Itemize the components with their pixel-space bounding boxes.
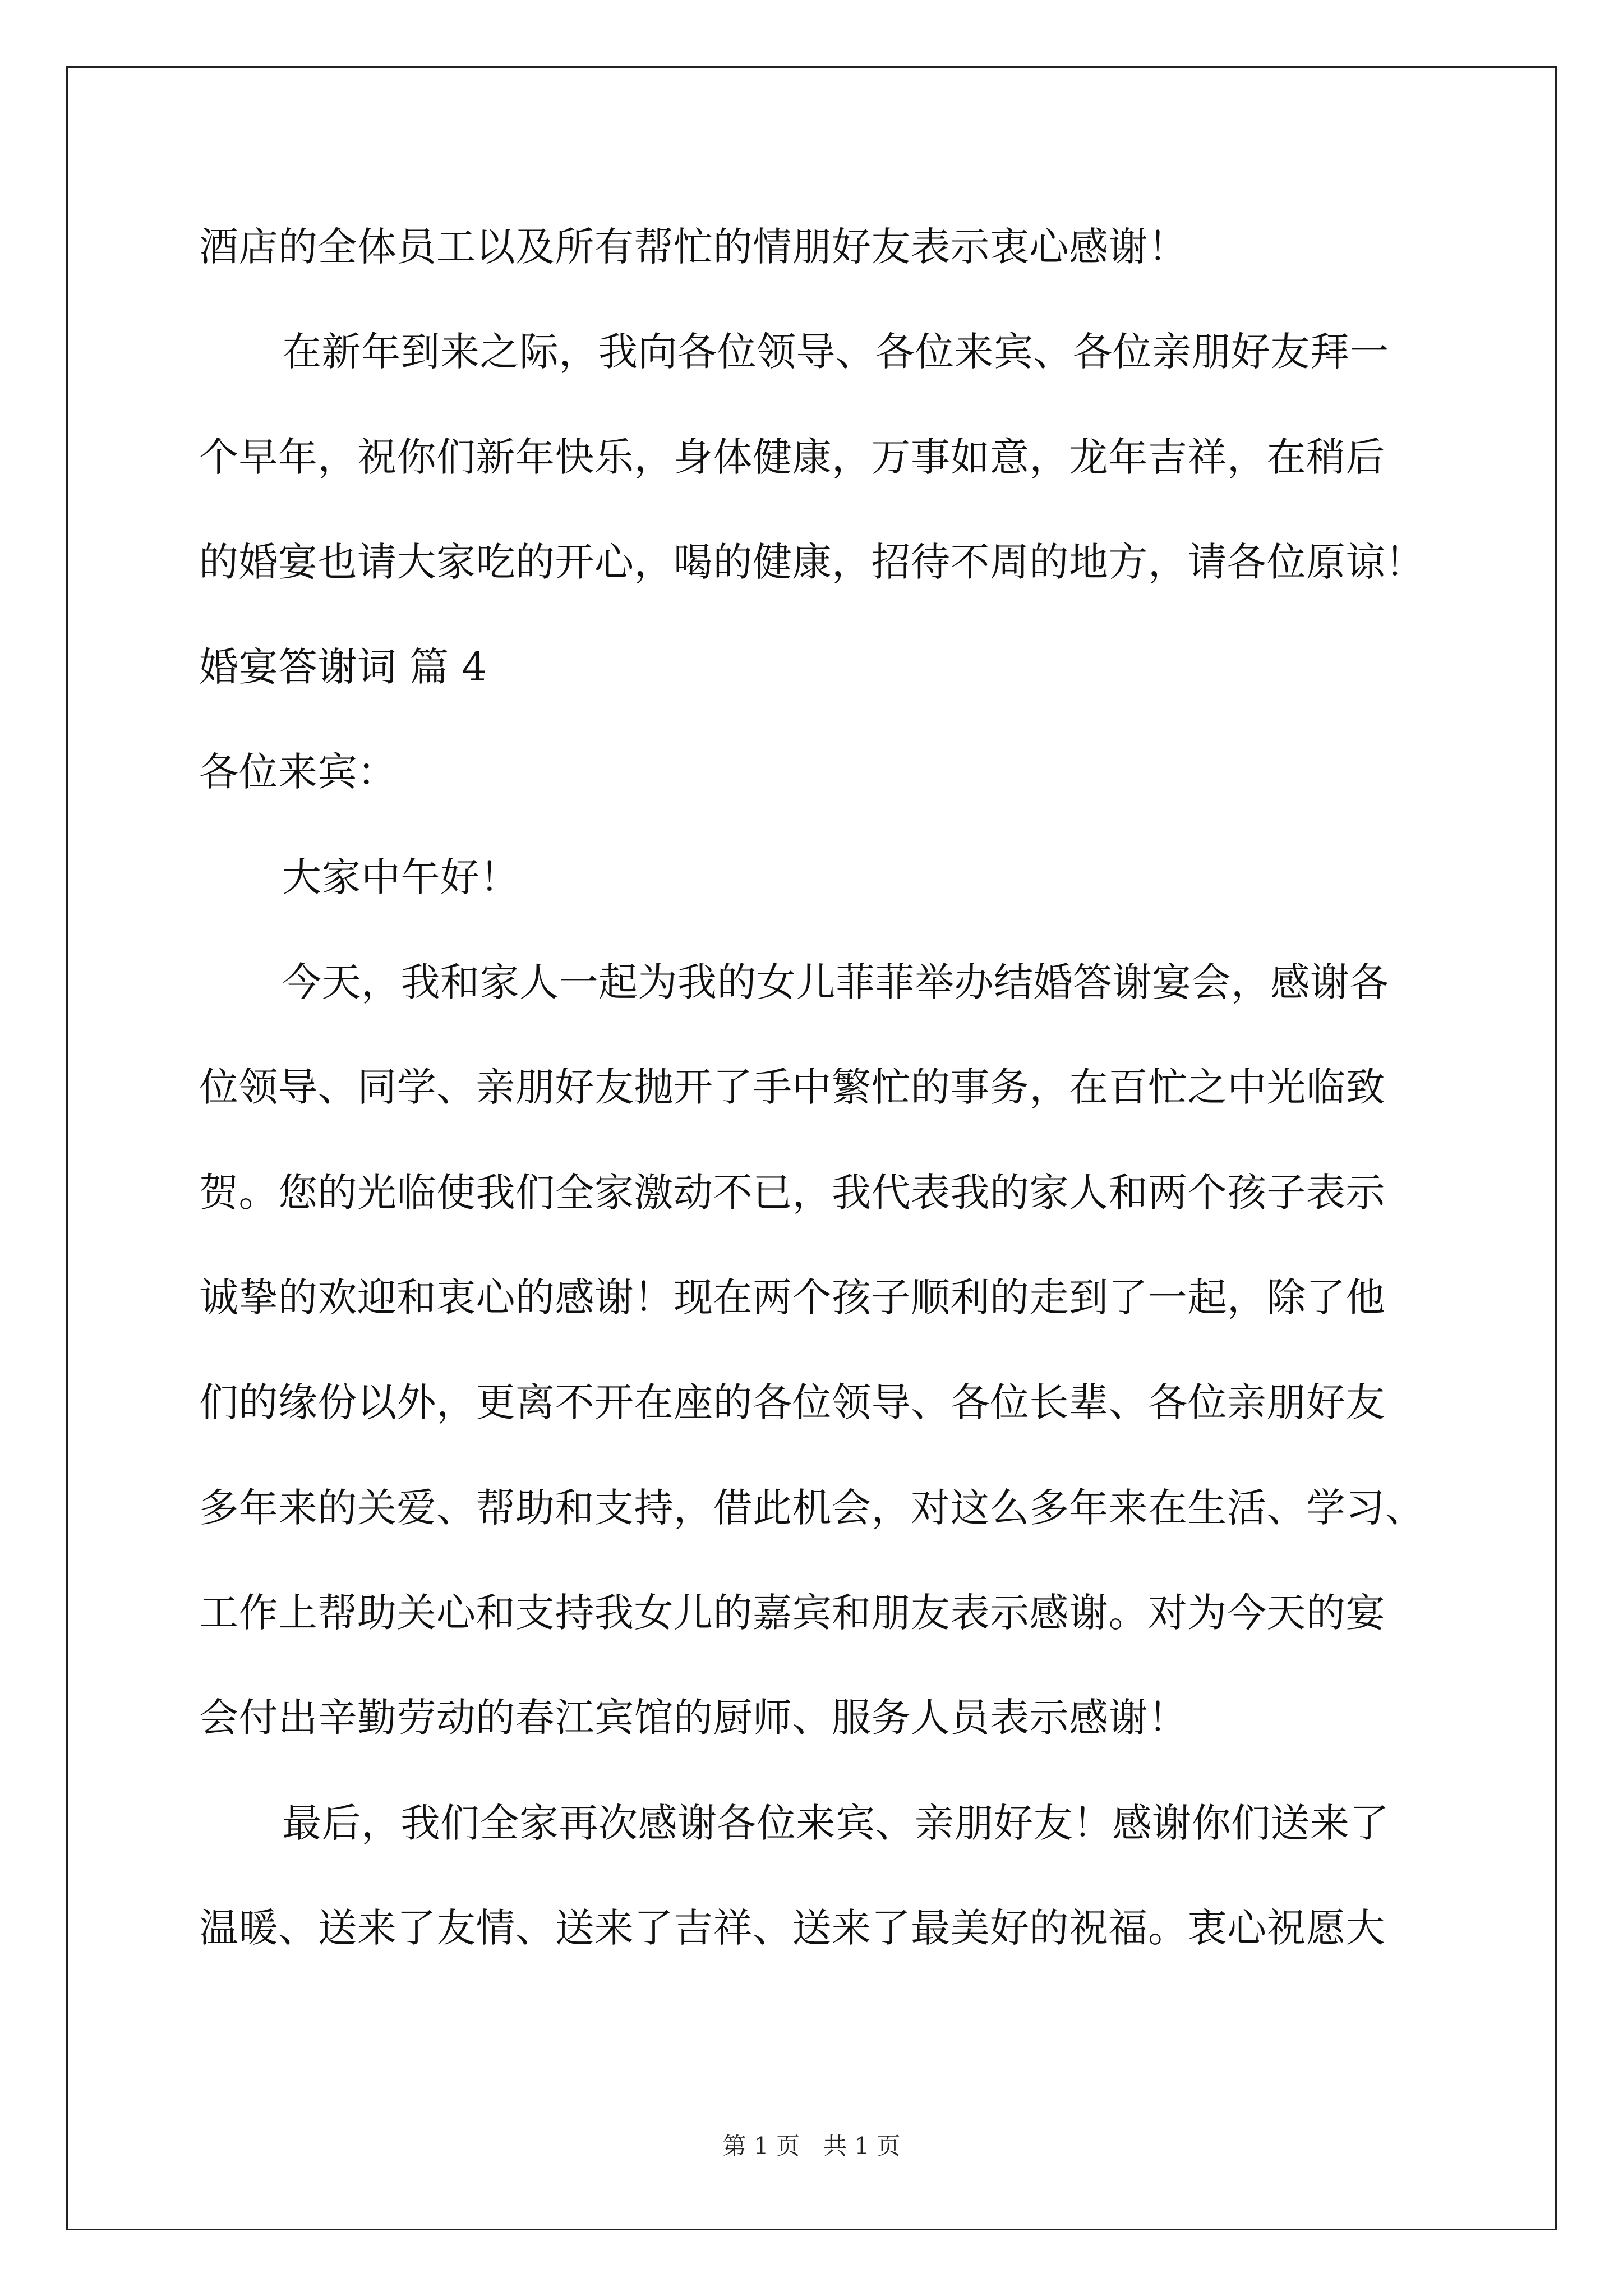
text-line: 最后，我们全家再次感谢各位来宾、亲朋好友！感谢你们送来了: [282, 1800, 1389, 1846]
text-line: 会付出辛勤劳动的春江宾馆的厨师、服务人员表示感谢！: [199, 1695, 1188, 1741]
text-line: 多年来的关爱、帮助和支持，借此机会，对这么多年来在生活、学习、: [199, 1485, 1425, 1531]
text-line: 的婚宴也请大家吃的开心，喝的健康，招待不周的地方，请各位原谅！: [199, 539, 1425, 585]
text-line: 温暖、送来了友情、送来了吉祥、送来了最美好的祝福。衷心祝愿大: [199, 1905, 1385, 1951]
text-line: 诚挚的欢迎和衷心的感谢！现在两个孩子顺利的走到了一起，除了他: [199, 1274, 1385, 1320]
text-line: 们的缘份以外，更离不开在座的各位领导、各位长辈、各位亲朋好友: [199, 1379, 1385, 1425]
text-line: 位领导、同学、亲朋好友抛开了手中繁忙的事务，在百忙之中光临致: [199, 1064, 1385, 1110]
text-line: 个早年，祝你们新年快乐，身体健康，万事如意，龙年吉祥，在稍后: [199, 434, 1385, 480]
salutation: 各位来宾：: [199, 749, 397, 795]
page-number: 第 1 页: [722, 2132, 800, 2160]
text-line: 贺。您的光临使我们全家激动不已，我代表我的家人和两个孩子表示: [199, 1170, 1385, 1216]
text-line: 酒店的全体员工以及所有帮忙的情朋好友表示衷心感谢！: [199, 224, 1188, 270]
page-total: 共 1 页: [823, 2132, 901, 2160]
text-line: 在新年到来之际，我向各位领导、各位来宾、各位亲朋好友拜一: [282, 329, 1389, 375]
section-heading: 婚宴答谢词 篇 4: [199, 644, 487, 690]
greeting: 大家中午好！: [282, 854, 519, 900]
text-line: 今天，我和家人一起为我的女儿菲菲举办结婚答谢宴会，感谢各: [282, 959, 1389, 1005]
page-footer: [0, 2129, 1623, 2163]
text-line: 工作上帮助关心和支持我女儿的嘉宾和朋友表示感谢。对为今天的宴: [199, 1590, 1385, 1636]
